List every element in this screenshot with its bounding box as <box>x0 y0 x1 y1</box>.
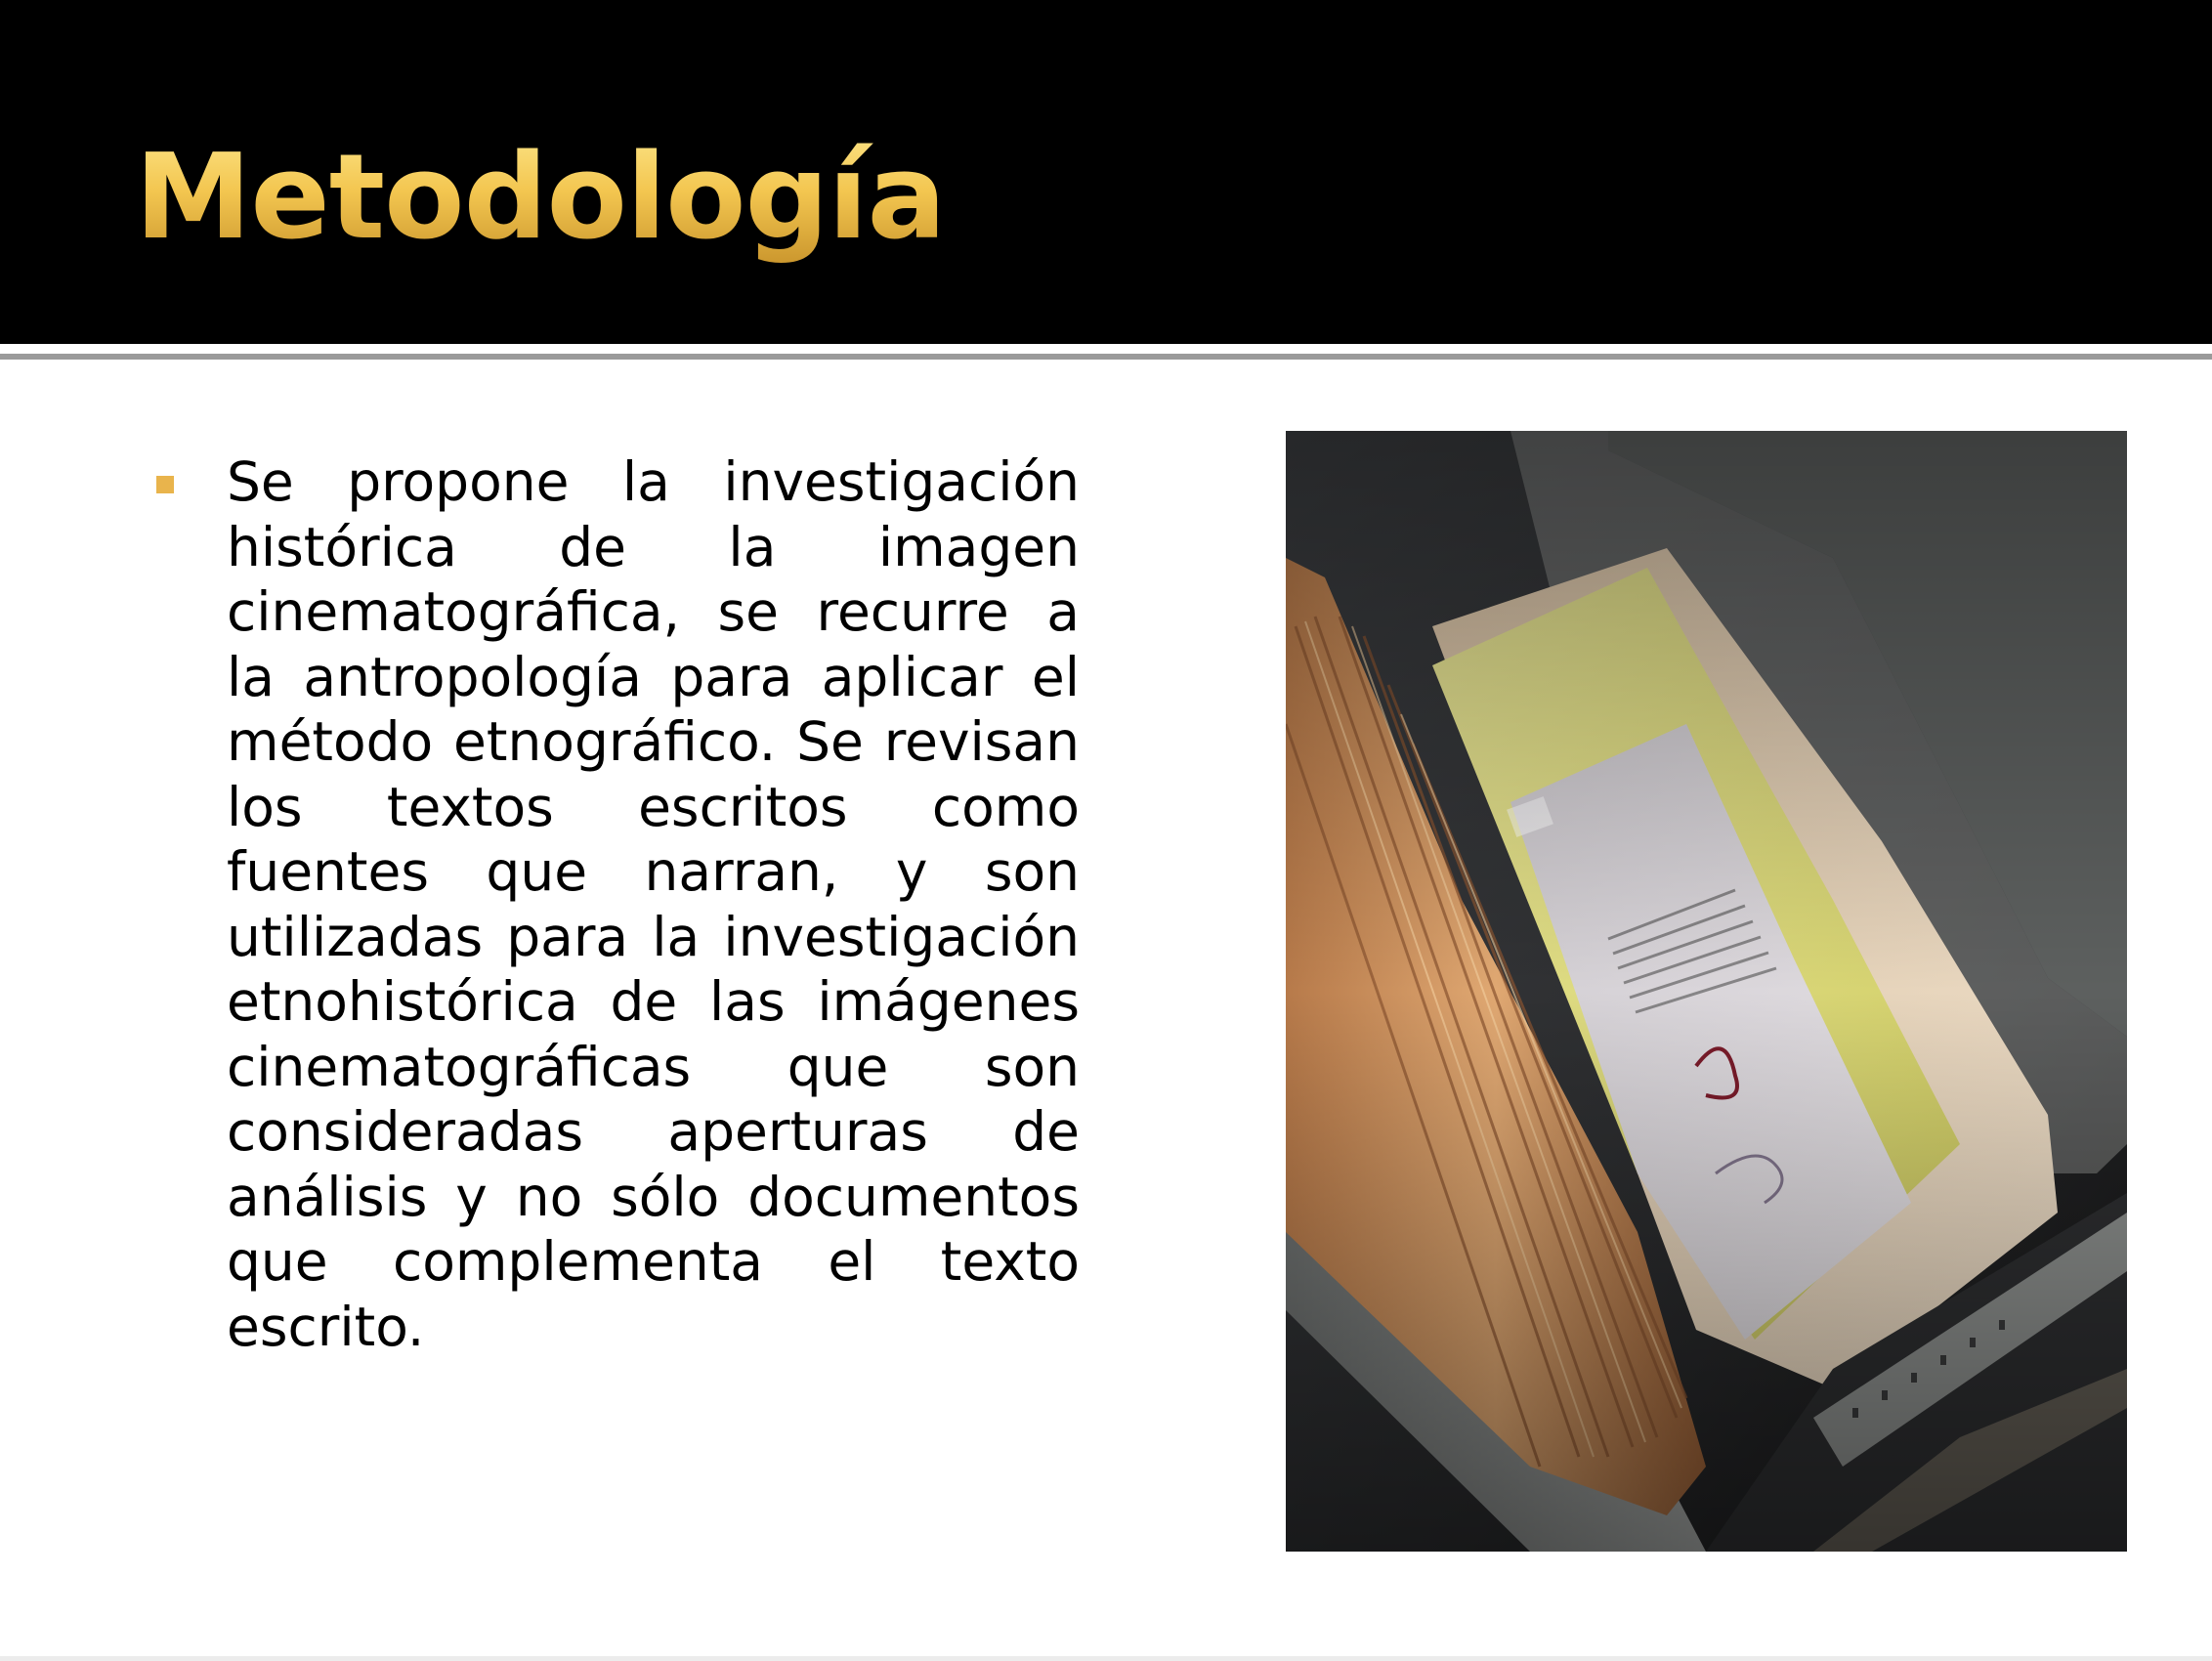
slide-title: Metodología <box>135 125 946 272</box>
title-divider <box>0 354 2212 360</box>
bullet-square-icon <box>156 476 174 493</box>
title-bar <box>0 0 2212 344</box>
footer-rule <box>0 1656 2212 1661</box>
title-divider-light <box>0 344 2212 353</box>
archive-folders-photo <box>1286 431 2127 1552</box>
bullet-text: Se propone la investigación histórica de la imagen cinematográfica, se recurre a la antropología para aplicar el método etnográfico. Se revisan los textos escritos como fuentes que narran, y son utilizadas para la investigación etnohistórica de las imágenes cinematográficas que son consideradas aperturas de análisis y no sólo documentos que complementa el texto escrito. <box>227 450 1080 1358</box>
archive-drawer-illustration <box>1286 431 2127 1552</box>
